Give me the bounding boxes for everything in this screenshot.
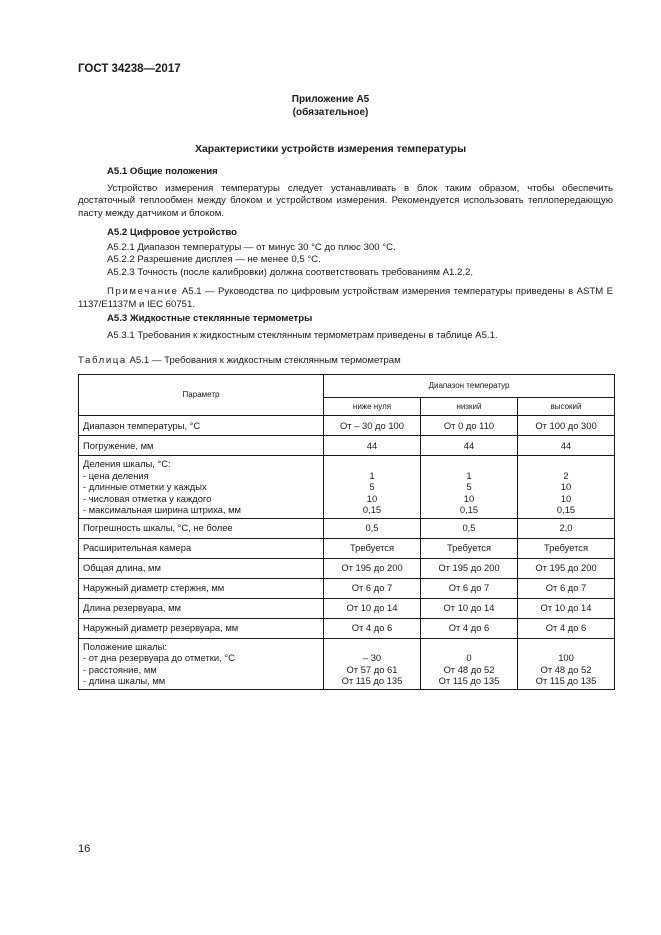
section-a53-heading: А5.3 Жидкостные стеклянные термометры — [107, 313, 313, 324]
value-line: От – 30 до 100 — [340, 419, 404, 431]
value-cell — [421, 598, 518, 618]
parameter-line: - длина шкалы, мм — [83, 675, 166, 686]
parameter-line: - числовая отметка у каждого — [83, 492, 212, 504]
header-parameter: Параметр — [79, 375, 324, 416]
table-row — [79, 598, 615, 618]
section-a51 — [78, 166, 613, 220]
note-text: А5.1 — Руководства по цифровым устройствам измерения температуры приведены в ASTM E 1137/E1137M и IEC 60751. — [78, 286, 613, 310]
value-cell — [421, 578, 518, 598]
annex-title: Приложение А5 — [291, 94, 370, 105]
value-line — [328, 458, 416, 470]
value-cell — [518, 558, 615, 578]
value-cell — [518, 436, 615, 456]
value-line: От 10 до 14 — [346, 602, 398, 614]
value-line: – 30 — [362, 652, 382, 663]
value-line — [425, 458, 513, 470]
parameter-line: - длинные отметки у каждых — [83, 481, 207, 492]
value-line: От 115 до 135 — [341, 675, 403, 686]
section-a53-paragraph: А5.3.1 Требования к жидкостным стеклянным термометрам приведены в таблице А5.1. — [107, 329, 498, 341]
value-line: Требуется — [446, 542, 492, 554]
value-line: 0,15 — [459, 504, 479, 515]
value-line: От 0 до 110 — [443, 419, 495, 431]
value-line: 5 — [369, 481, 375, 492]
value-line: От 48 до 52 — [540, 663, 592, 675]
value-cell — [324, 558, 421, 578]
value-cell — [421, 638, 518, 689]
parameter-line: - цена деления — [83, 469, 149, 481]
note-label: Примечание — [107, 286, 179, 298]
parameter-cell — [79, 618, 324, 638]
value-line: 1 — [466, 469, 472, 481]
value-line: 10 — [560, 481, 572, 492]
value-line: От 195 до 200 — [438, 562, 500, 574]
value-cell — [518, 638, 615, 689]
section-a51-paragraph: Устройство измерения температуры следует устанавливать в блок таким образом, чтобы обеспечить достаточный теплообмен между блоком и устройством измерения. Рекомендуется использовать теплопередающую пасту между датчиком и блоком. — [78, 182, 613, 219]
value-cell — [324, 638, 421, 689]
parameter-line: Диапазон температуры, °С — [83, 419, 201, 431]
value-line: От 6 до 7 — [448, 582, 490, 594]
value-cell — [421, 518, 518, 538]
value-line: От 10 до 14 — [540, 602, 592, 614]
value-line: От 115 до 135 — [438, 675, 500, 686]
value-line: 0,15 — [556, 504, 576, 515]
value-line: От 57 до 61 — [346, 663, 398, 675]
value-line: 2 — [563, 469, 569, 481]
section-a52-item: А5.2.2 Разрешение дисплея — не менее 0,5 °С. — [107, 254, 321, 266]
section-a52 — [78, 227, 613, 312]
value-cell — [421, 436, 518, 456]
thermometer-requirements-table — [78, 374, 615, 690]
table-row — [79, 518, 615, 538]
document-title: Характеристики устройств измерения температуры — [194, 143, 467, 155]
value-line: Требуется — [349, 542, 395, 554]
parameter-cell — [79, 558, 324, 578]
value-line: 100 — [558, 652, 574, 663]
value-line — [328, 641, 416, 653]
value-cell — [324, 538, 421, 558]
value-cell — [518, 456, 615, 519]
parameter-line: - расстояние, мм — [83, 663, 157, 675]
value-cell — [421, 416, 518, 436]
value-line: От 4 до 6 — [351, 622, 393, 634]
value-cell — [324, 578, 421, 598]
section-a51-heading: А5.1 Общие положения — [107, 166, 218, 177]
value-line: 0,5 — [365, 522, 379, 534]
parameter-line: Расширительная камера — [83, 542, 192, 554]
value-line: От 115 до 135 — [535, 675, 597, 686]
table-body — [79, 416, 615, 690]
value-cell — [324, 416, 421, 436]
parameter-line: - максимальная ширина штриха, мм — [83, 504, 241, 515]
table-row — [79, 436, 615, 456]
value-line — [522, 458, 610, 470]
parameter-cell — [79, 456, 324, 519]
subheader-low: низкий — [421, 397, 518, 415]
value-cell — [324, 598, 421, 618]
parameter-line: - от дна резервуара до отметки, °С — [83, 652, 235, 663]
parameter-cell — [79, 416, 324, 436]
parameter-line: Деления шкалы, °С: — [83, 458, 171, 469]
annex-heading — [78, 93, 583, 119]
value-line: 5 — [466, 481, 472, 492]
header-temperature-range: Диапазон температур — [324, 375, 615, 398]
table-row — [79, 538, 615, 558]
parameter-cell — [79, 598, 324, 618]
table-row — [79, 618, 615, 638]
table-row — [79, 638, 615, 689]
value-cell — [518, 538, 615, 558]
table-caption — [78, 355, 401, 366]
value-line: 10 — [366, 492, 378, 504]
value-line: 44 — [366, 439, 378, 451]
parameter-line: Положение шкалы: — [83, 640, 168, 652]
section-a52-item: А5.2.3 Точность (после калибровки) должна соответствовать требованиям А1.2.2. — [107, 266, 474, 278]
value-line: 44 — [560, 439, 572, 451]
value-line — [425, 641, 513, 653]
value-line: 44 — [463, 439, 475, 451]
value-cell — [518, 578, 615, 598]
parameter-cell — [79, 578, 324, 598]
value-line: От 195 до 200 — [341, 562, 403, 574]
value-line: От 48 до 52 — [443, 663, 495, 675]
value-line: От 6 до 7 — [351, 582, 393, 594]
table-row — [79, 578, 615, 598]
value-cell — [421, 538, 518, 558]
value-cell — [421, 456, 518, 519]
value-line: От 195 до 200 — [535, 562, 597, 574]
value-line: 2,0 — [559, 522, 573, 534]
table-row — [79, 456, 615, 519]
section-a52-item: А5.2.1 Диапазон температуры — от минус 30 °С до плюс 300 °С. — [107, 241, 396, 253]
value-cell — [421, 558, 518, 578]
value-line: 10 — [560, 492, 572, 504]
subheader-below-zero: ниже нуля — [324, 397, 421, 415]
value-line: 0,15 — [362, 504, 382, 515]
value-cell — [324, 436, 421, 456]
page-number: 16 — [78, 843, 91, 855]
parameter-cell — [79, 518, 324, 538]
parameter-line: Погружение, мм — [83, 439, 154, 451]
table-row — [79, 558, 615, 578]
value-cell — [518, 518, 615, 538]
parameter-line: Наружный диаметр резервуара, мм — [83, 622, 239, 634]
value-line: 0 — [466, 652, 472, 663]
parameter-cell — [79, 638, 324, 689]
value-line — [522, 641, 610, 653]
parameter-line: Наружный диаметр стержня, мм — [83, 582, 225, 594]
section-a53 — [78, 313, 613, 342]
value-cell — [324, 618, 421, 638]
value-line: 10 — [463, 492, 475, 504]
table-caption-text: А5.1 — Требования к жидкостным стеклянным термометрам — [126, 355, 401, 366]
value-cell — [324, 456, 421, 519]
value-line: От 100 до 300 — [535, 419, 597, 431]
value-line: 0,5 — [462, 522, 476, 534]
annex-status: (обязательное) — [292, 107, 369, 118]
value-line: 1 — [369, 469, 375, 481]
parameter-cell — [79, 538, 324, 558]
value-cell — [324, 518, 421, 538]
subheader-high: высокий — [518, 397, 615, 415]
parameter-line: Общая длина, мм — [83, 562, 161, 574]
parameter-cell — [79, 436, 324, 456]
value-cell — [518, 618, 615, 638]
section-a52-note — [78, 286, 613, 311]
value-cell — [518, 598, 615, 618]
parameter-line: Погрешность шкалы, °С, не более — [83, 522, 233, 534]
standard-number-header: ГОСТ 34238—2017 — [78, 63, 181, 75]
table-caption-label: Таблица — [78, 355, 127, 366]
section-a52-heading: А5.2 Цифровое устройство — [107, 227, 237, 238]
parameter-line: Длина резервуара, мм — [83, 602, 181, 614]
value-line: От 4 до 6 — [448, 622, 490, 634]
table-row — [79, 416, 615, 436]
value-cell — [421, 618, 518, 638]
value-line: От 6 до 7 — [545, 582, 587, 594]
value-line: Требуется — [543, 542, 589, 554]
value-line: От 10 до 14 — [443, 602, 495, 614]
value-line: От 4 до 6 — [545, 622, 587, 634]
value-cell — [518, 416, 615, 436]
